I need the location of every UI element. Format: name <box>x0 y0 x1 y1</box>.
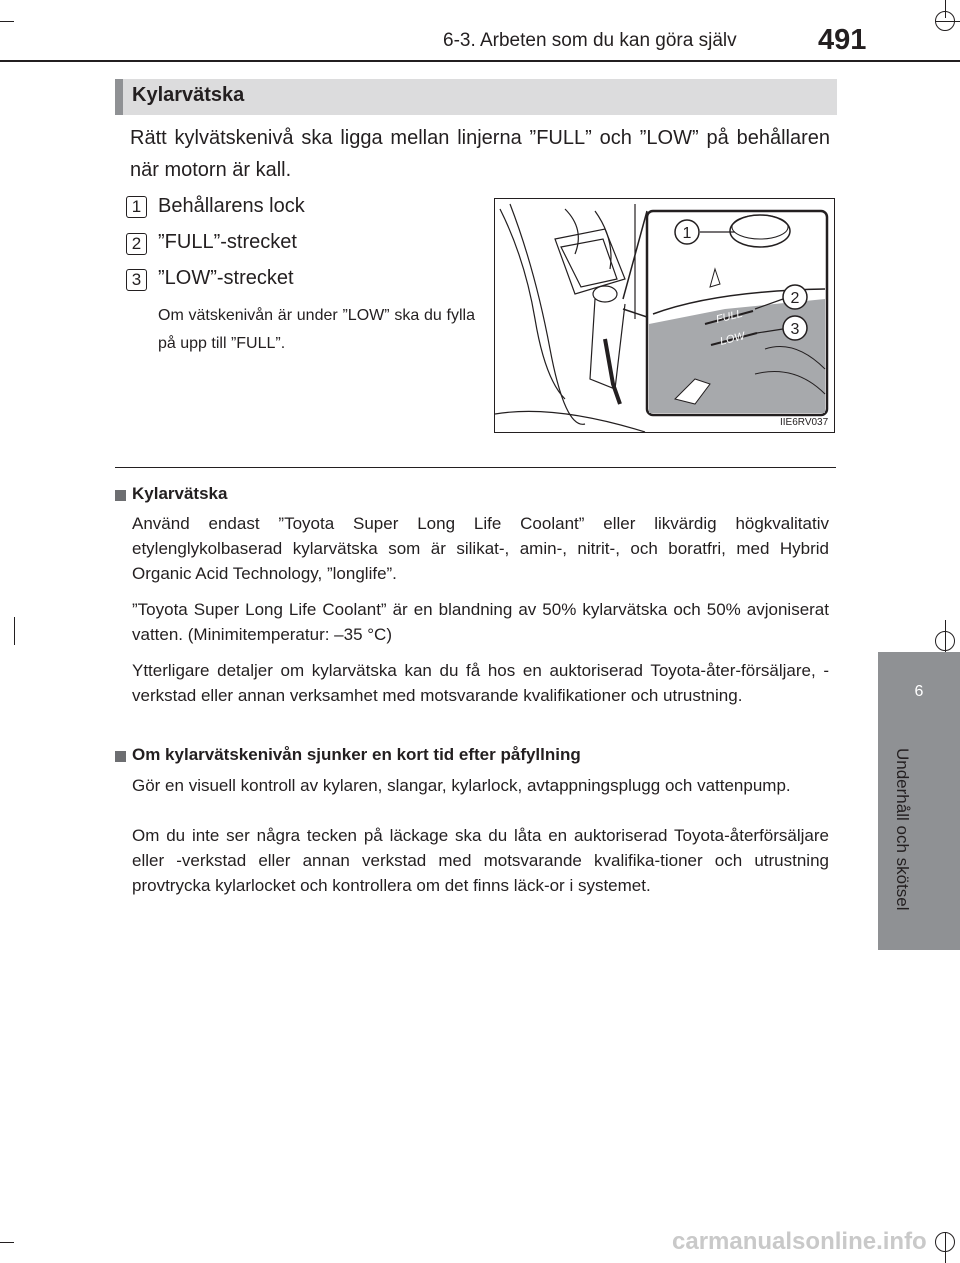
paragraph: Använd endast ”Toyota Super Long Life Coolant” eller likvärdig högkvalitativ etylenglykolbaserad kylarvätska som är silikat-, amin-, nitrit-, och boratfri, med Hybrid Organic Acid Technology, ”longlife”. <box>132 514 829 583</box>
crop-mark <box>0 21 14 22</box>
item-label: ”LOW”-strecket <box>158 267 294 289</box>
paragraph: Gör en visuell kontroll av kylaren, slangar, kylarlock, avtappningsplugg och vattenpump. <box>132 776 791 795</box>
item-number-badge: 2 <box>126 233 147 255</box>
hose-line <box>500 209 565 399</box>
crop-mark <box>0 1242 14 1243</box>
subsection-heading: Om kylarvätskenivån sjunker en kort tid efter påfyllning <box>132 745 581 764</box>
hose-line <box>510 204 585 424</box>
item-label: ”FULL”-strecket <box>158 231 297 253</box>
page-number: 491 <box>818 24 867 56</box>
coolant-reservoir-illustration <box>494 198 835 433</box>
paragraph: Om du inte ser några tecken på läckage ska du låta en auktoriserad Toyota-återförsäljare eller -verkstad eller annan verkstad med motsvarande kvalifika-tioner och utrustning provtrycka kylarlocket och kontrollera om det finns läck-or i systemet. <box>132 826 829 895</box>
callout-number: 2 <box>790 290 800 307</box>
hose-line <box>565 209 578 254</box>
figure-code: IIE6RV037 <box>780 417 829 428</box>
callout-number: 1 <box>682 225 692 242</box>
item-number-badge: 1 <box>126 196 147 218</box>
chapter-title: Underhåll och skötsel <box>893 748 912 911</box>
paragraph: ”Toyota Super Long Life Coolant” är en blandning av 50% kylarvätska och 50% avjoniserat vatten. (Minimitemperatur: –35 °C) <box>132 600 829 644</box>
header-rule <box>0 60 960 62</box>
component-box <box>555 229 625 294</box>
reservoir-cap-small <box>593 286 617 302</box>
subsection-heading: Kylarvätska <box>132 484 228 503</box>
chapter-number: 6 <box>914 683 924 700</box>
reservoir-cap <box>730 215 790 247</box>
separator-rule <box>115 467 836 468</box>
full-mark-text: FULL <box>714 307 744 326</box>
item-label: Behållarens lock <box>158 195 305 217</box>
low-mark-text: LOW <box>718 330 747 348</box>
watermark: carmanualsonline.info <box>672 1228 927 1255</box>
header-section-title: 6-3. Arbeten som du kan göra själv <box>443 30 737 51</box>
crop-mark <box>14 617 15 645</box>
section-heading-accent <box>115 79 123 115</box>
callout-number: 3 <box>790 321 800 338</box>
crop-mark <box>935 21 960 22</box>
edge-line <box>495 411 645 432</box>
refill-note: Om vätskenivån är under ”LOW” ska du fylla på upp till ”FULL”. <box>158 307 475 352</box>
paragraph: Ytterligare detaljer om kylarvätska kan du få hos en auktoriserad Toyota-åter-försäljare, -verkstad eller annan verksamhet med motsvarande kvalifikationer och utrustning. <box>132 661 829 705</box>
bullet-square <box>115 751 126 762</box>
crop-mark <box>945 1232 946 1263</box>
section-title: Kylarvätska <box>132 84 245 106</box>
dipstick <box>605 339 620 404</box>
bullet-square <box>115 490 126 501</box>
item-number-badge: 3 <box>126 269 147 291</box>
intro-paragraph: Rätt kylvätskenivå ska ligga mellan linjerna ”FULL” och ”LOW” på behållaren när motorn är kall. <box>130 127 830 181</box>
engine-bay-drawing <box>495 199 834 432</box>
